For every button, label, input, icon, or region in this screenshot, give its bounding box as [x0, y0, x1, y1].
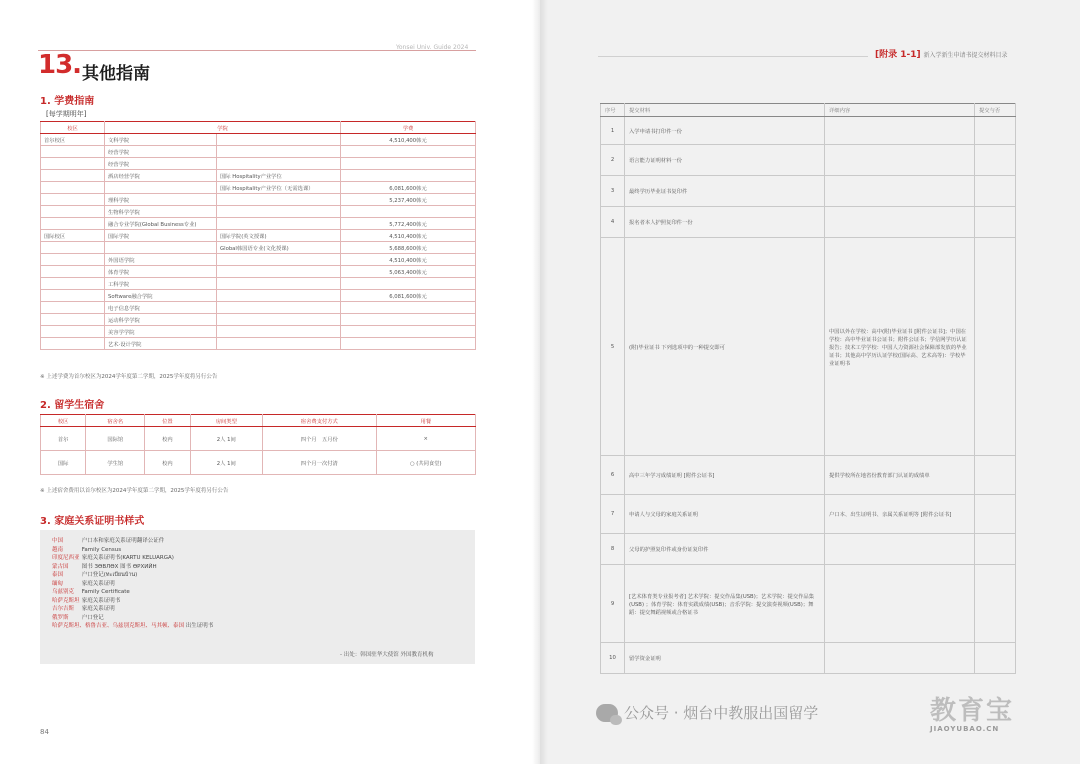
tuition-header-campus: 校区	[41, 122, 105, 134]
documents-cell	[975, 534, 1016, 565]
tuition-cell: 理科学院	[105, 194, 217, 206]
dorm-table	[40, 414, 476, 475]
family-cert-document: 家庭关系证明书	[81, 597, 121, 604]
dorm-row	[41, 427, 476, 451]
tuition-row	[41, 146, 476, 158]
tuition-cell: 首尔校区	[41, 134, 105, 146]
tuition-cell	[217, 278, 341, 290]
dorm-cell: 首尔	[41, 427, 86, 451]
documents-cell: 户口本、出生证明书、亲属关系证明等 [附件公证书]	[825, 495, 975, 534]
family-cert-line	[52, 605, 213, 614]
dorm-header-cell: 位置	[145, 415, 190, 427]
right-header	[875, 47, 1008, 60]
documents-cell	[975, 643, 1016, 674]
documents-cell: 2	[601, 145, 625, 176]
documents-header-cell: 序号	[601, 104, 625, 117]
documents-cell	[825, 643, 975, 674]
tuition-cell	[41, 158, 105, 170]
appendix-subtitle: 新入学新生申请书提交材料目录	[923, 52, 1008, 59]
tuition-cell	[105, 242, 217, 254]
tuition-row	[41, 230, 476, 242]
tuition-cell: 5,688,600韩元	[341, 242, 476, 254]
tuition-cell: 国际学院(英文授课)	[217, 230, 341, 242]
dorm-row	[41, 451, 476, 475]
page-number: 84	[40, 728, 49, 736]
dorm-header-cell: 宿舍费支付方式	[263, 415, 376, 427]
tuition-cell	[217, 290, 341, 302]
family-cert-country: 印度尼西亚	[52, 555, 80, 561]
tuition-row	[41, 194, 476, 206]
documents-cell: 最终学历毕业证书复印件	[625, 176, 825, 207]
documents-cell: 申请人与父母的家庭关系证明	[625, 495, 825, 534]
tuition-cell	[41, 314, 105, 326]
family-cert-source: - 出处：韩国驻华大使馆 外国教育机构	[340, 652, 434, 658]
dorm-header-cell: 校区	[41, 415, 86, 427]
tuition-cell	[217, 254, 341, 266]
documents-row	[601, 643, 1016, 674]
documents-cell: (附)毕业证书 下列选项中的一种提交即可	[625, 238, 825, 456]
documents-header-cell: 提交材料	[625, 104, 825, 117]
documents-cell: [艺术体育类专业报考者] 艺术学院：提交作品集(USB)；艺术学院：提交作品集(USB) ；体育学院：体育实践成绩(USB)；音乐学院：提交演奏视频(USB)；舞蹈：提交舞蹈视频或合格证书	[625, 565, 825, 643]
chapter-title: 其他指南	[82, 64, 150, 84]
tuition-cell	[341, 158, 476, 170]
tuition-row	[41, 170, 476, 182]
tuition-header-fee: 学费	[341, 122, 476, 134]
tuition-cell	[341, 314, 476, 326]
tuition-row	[41, 218, 476, 230]
documents-cell	[975, 495, 1016, 534]
tuition-cell	[41, 242, 105, 254]
book-gutter	[532, 0, 548, 764]
dorm-header-cell: 宿舍名	[86, 415, 145, 427]
section-subtitle-tuition: [每学期明年]	[46, 110, 87, 118]
tuition-cell	[41, 266, 105, 278]
documents-row	[601, 534, 1016, 565]
tuition-header-college: 学院	[105, 122, 341, 134]
tuition-cell: 国际校区	[41, 230, 105, 242]
family-cert-document: 户口登记	[81, 614, 104, 621]
tuition-cell	[217, 338, 341, 350]
tuition-cell: 经营学院	[105, 158, 217, 170]
tuition-cell	[41, 254, 105, 266]
documents-table	[600, 103, 1016, 674]
family-cert-country: 俄罗斯	[52, 614, 69, 621]
tuition-cell: 文科学院	[105, 134, 217, 146]
documents-row	[601, 117, 1016, 145]
dorm-cell: 校内	[145, 451, 190, 475]
tuition-note: ※ 上述学费为首尔校区为2024学年度第二学期，2025学年度将另行公告	[40, 374, 218, 380]
family-cert-list	[52, 537, 213, 631]
tuition-cell	[41, 278, 105, 290]
right-header-rule	[598, 56, 868, 57]
documents-cell: 7	[601, 495, 625, 534]
documents-cell	[825, 534, 975, 565]
tuition-cell	[217, 302, 341, 314]
family-cert-document: Family Certificate	[81, 589, 130, 595]
tuition-cell	[41, 218, 105, 230]
documents-cell: 高中三年学习成绩证明 [附件公证书]	[625, 456, 825, 495]
dorm-cell: 2人 1间	[190, 451, 263, 475]
family-cert-country: 蒙古国	[52, 563, 69, 570]
family-cert-line	[52, 614, 213, 623]
documents-cell	[975, 117, 1016, 145]
family-cert-country: 乌兹别克	[52, 589, 75, 595]
family-cert-country: 哈萨克斯坦	[52, 597, 80, 604]
family-cert-line	[52, 588, 213, 597]
tuition-row	[41, 302, 476, 314]
tuition-row	[41, 254, 476, 266]
documents-row	[601, 456, 1016, 495]
documents-cell: 父母的护照复印件或身份证复印件	[625, 534, 825, 565]
documents-row	[601, 207, 1016, 238]
dorm-note: ※ 上述宿舍费用以首尔校区为2024学年度第二学期，2025学年度将另行公告	[40, 488, 229, 494]
documents-cell	[975, 565, 1016, 643]
documents-cell	[975, 176, 1016, 207]
tuition-row	[41, 326, 476, 338]
documents-cell: 9	[601, 565, 625, 643]
dorm-cell: 国际馆	[86, 427, 145, 451]
dorm-cell: 国际	[41, 451, 86, 475]
tuition-cell	[341, 326, 476, 338]
documents-cell: 提供学校所在地省份教育部门认证的成绩单	[825, 456, 975, 495]
tuition-row	[41, 338, 476, 350]
documents-header-cell: 详细内容	[825, 104, 975, 117]
documents-cell: 5	[601, 238, 625, 456]
dorm-header-cell: 用餐	[376, 415, 475, 427]
chapter-number: 13.	[38, 50, 82, 80]
family-cert-line	[52, 563, 213, 572]
tuition-row	[41, 206, 476, 218]
documents-cell: 10	[601, 643, 625, 674]
tuition-cell	[341, 302, 476, 314]
tuition-cell	[41, 302, 105, 314]
family-cert-document: Family Census	[81, 546, 122, 553]
tuition-cell: 外国语学院	[105, 254, 217, 266]
documents-cell: 语言能力证明材料一份	[625, 145, 825, 176]
documents-cell	[975, 145, 1016, 176]
tuition-cell	[41, 290, 105, 302]
tuition-cell	[217, 146, 341, 158]
tuition-cell	[341, 206, 476, 218]
tuition-cell: 5,063,400韩元	[341, 266, 476, 278]
tuition-cell: 融合专业学院(Global Business专业)	[105, 218, 217, 230]
family-cert-line	[52, 546, 213, 555]
wechat-watermark	[596, 702, 818, 723]
tuition-cell	[41, 194, 105, 206]
family-cert-country: 哈萨克斯坦、格鲁吉亚、乌兹别克斯坦、马其顿、泰国	[52, 623, 185, 629]
documents-cell: 3	[601, 176, 625, 207]
tuition-cell	[41, 182, 105, 194]
dorm-cell: ○ (共同食堂)	[376, 451, 475, 475]
watermark-text: 公众号 · 烟台中教服出国留学	[624, 704, 819, 722]
tuition-cell	[217, 134, 341, 146]
tuition-row	[41, 158, 476, 170]
tuition-cell	[217, 266, 341, 278]
documents-row	[601, 565, 1016, 643]
family-cert-line	[52, 571, 213, 580]
section-title-tuition: 1. 学费指南	[40, 96, 95, 107]
tuition-cell	[41, 146, 105, 158]
dorm-cell: 校内	[145, 427, 190, 451]
dorm-cell: 学生馆	[86, 451, 145, 475]
dorm-cell: 2人 1间	[190, 427, 263, 451]
tuition-cell: 4,510,400韩元	[341, 134, 476, 146]
tuition-cell: 电子信息学院	[105, 302, 217, 314]
tuition-cell: 国际 Hospitality产业学位（无需选课）	[217, 182, 341, 194]
family-cert-document: 户口本和家庭关系证明翻译公证件	[81, 538, 165, 544]
family-cert-country: 泰国	[52, 572, 64, 578]
tuition-row	[41, 134, 476, 146]
tuition-cell: 经营学院	[105, 146, 217, 158]
tuition-cell	[217, 206, 341, 218]
documents-cell: 4	[601, 207, 625, 238]
tuition-cell	[217, 326, 341, 338]
tuition-cell: 体育学院	[105, 266, 217, 278]
family-cert-document: 出生证明书	[185, 623, 214, 629]
tuition-cell	[341, 170, 476, 182]
tuition-cell: 运动科学学院	[105, 314, 217, 326]
running-head: Yonsei Univ. Guide 2024	[396, 44, 469, 51]
tuition-table	[40, 121, 476, 350]
documents-row	[601, 238, 1016, 456]
documents-cell	[825, 565, 975, 643]
documents-cell: 留学资金证明	[625, 643, 825, 674]
documents-cell: 入学申请书打印件一份	[625, 117, 825, 145]
documents-cell: 中国以外在学校：高中(附)毕业证书 [附件公证书]；中国在学校：高中毕业证书公证书；附件公证书；学信网学历认证报告；技术工学学校：中国人力资源社会保障部发放的毕业证书；其他高中学历认证学校(国际高、艺术高等)：学校毕业证明书	[825, 238, 975, 456]
documents-cell: 1	[601, 117, 625, 145]
documents-cell: 8	[601, 534, 625, 565]
family-cert-line	[52, 580, 213, 589]
dorm-cell: 四个月 五月份	[263, 427, 376, 451]
tuition-cell: 4,510,400韩元	[341, 254, 476, 266]
documents-cell	[975, 238, 1016, 456]
documents-cell	[975, 207, 1016, 238]
tuition-cell: 酒店经营学院	[105, 170, 217, 182]
tuition-cell	[341, 146, 476, 158]
tuition-cell: 5,772,400韩元	[341, 218, 476, 230]
tuition-cell: 美容学学院	[105, 326, 217, 338]
family-cert-line	[52, 622, 213, 631]
tuition-cell	[341, 278, 476, 290]
logo-subtext: JIAOYUBAO.CN	[930, 725, 1000, 733]
documents-cell	[825, 145, 975, 176]
tuition-cell: 工科学院	[105, 278, 217, 290]
documents-row	[601, 176, 1016, 207]
family-cert-document: 户口登记(ทะเบียนบ้าน)	[81, 572, 138, 578]
tuition-cell: Global韩国语专业(文化授课)	[217, 242, 341, 254]
tuition-cell: 艺术·设计学院	[105, 338, 217, 350]
documents-cell: 6	[601, 456, 625, 495]
tuition-cell: 5,237,400韩元	[341, 194, 476, 206]
family-cert-country: 吉尔吉斯	[52, 606, 75, 612]
family-cert-country: 越南	[52, 546, 64, 553]
tuition-cell: 生物科学学院	[105, 206, 217, 218]
family-cert-document: 家庭关系证明书(KARTU KELUARGA)	[81, 555, 174, 561]
documents-row	[601, 145, 1016, 176]
tuition-cell	[217, 158, 341, 170]
family-cert-document: 家庭关系证明	[81, 580, 115, 587]
tuition-cell	[41, 338, 105, 350]
family-cert-line	[52, 597, 213, 606]
site-logo	[930, 690, 1014, 733]
tuition-cell	[105, 182, 217, 194]
wechat-icon	[596, 704, 618, 722]
dorm-cell: 四个月一次付清	[263, 451, 376, 475]
tuition-cell	[217, 194, 341, 206]
tuition-cell	[341, 338, 476, 350]
dorm-header-cell: 房间类型	[190, 415, 263, 427]
documents-cell	[975, 456, 1016, 495]
family-cert-document: 图书 ЗӨВЛӨХ 图书 ӨРХИЙН	[81, 563, 157, 570]
tuition-cell: 国际学院	[105, 230, 217, 242]
tuition-cell: 4,510,400韩元	[341, 230, 476, 242]
family-cert-line	[52, 554, 213, 563]
section-title-dorm: 2. 留学生宿舍	[40, 400, 105, 411]
documents-cell	[825, 117, 975, 145]
documents-cell: 报名者本人护照复印件一份	[625, 207, 825, 238]
family-cert-document: 家庭关系证明	[81, 606, 115, 612]
documents-cell	[825, 176, 975, 207]
tuition-cell: Software融合学院	[105, 290, 217, 302]
tuition-cell	[217, 314, 341, 326]
tuition-row	[41, 278, 476, 290]
tuition-row	[41, 242, 476, 254]
tuition-cell: 6,081,600韩元	[341, 182, 476, 194]
tuition-cell: 6,081,600韩元	[341, 290, 476, 302]
family-cert-country: 中国	[52, 538, 64, 544]
tuition-cell: 国际 Hospitality产业学位	[217, 170, 341, 182]
tuition-row	[41, 182, 476, 194]
tuition-cell	[217, 218, 341, 230]
tuition-row	[41, 266, 476, 278]
dorm-cell: ×	[376, 427, 475, 451]
tuition-cell	[41, 206, 105, 218]
tuition-row	[41, 290, 476, 302]
family-cert-line	[52, 537, 213, 546]
documents-header-cell: 提交与否	[975, 104, 1016, 117]
tuition-cell	[41, 326, 105, 338]
appendix-label: [附录 1-1]	[875, 50, 921, 60]
documents-cell	[825, 207, 975, 238]
tuition-row	[41, 314, 476, 326]
tuition-cell	[41, 170, 105, 182]
logo-text: 教育宝	[930, 696, 1015, 726]
section-title-family: 3. 家庭关系证明书样式	[40, 516, 145, 527]
documents-row	[601, 495, 1016, 534]
family-cert-country: 缅甸	[52, 580, 64, 587]
